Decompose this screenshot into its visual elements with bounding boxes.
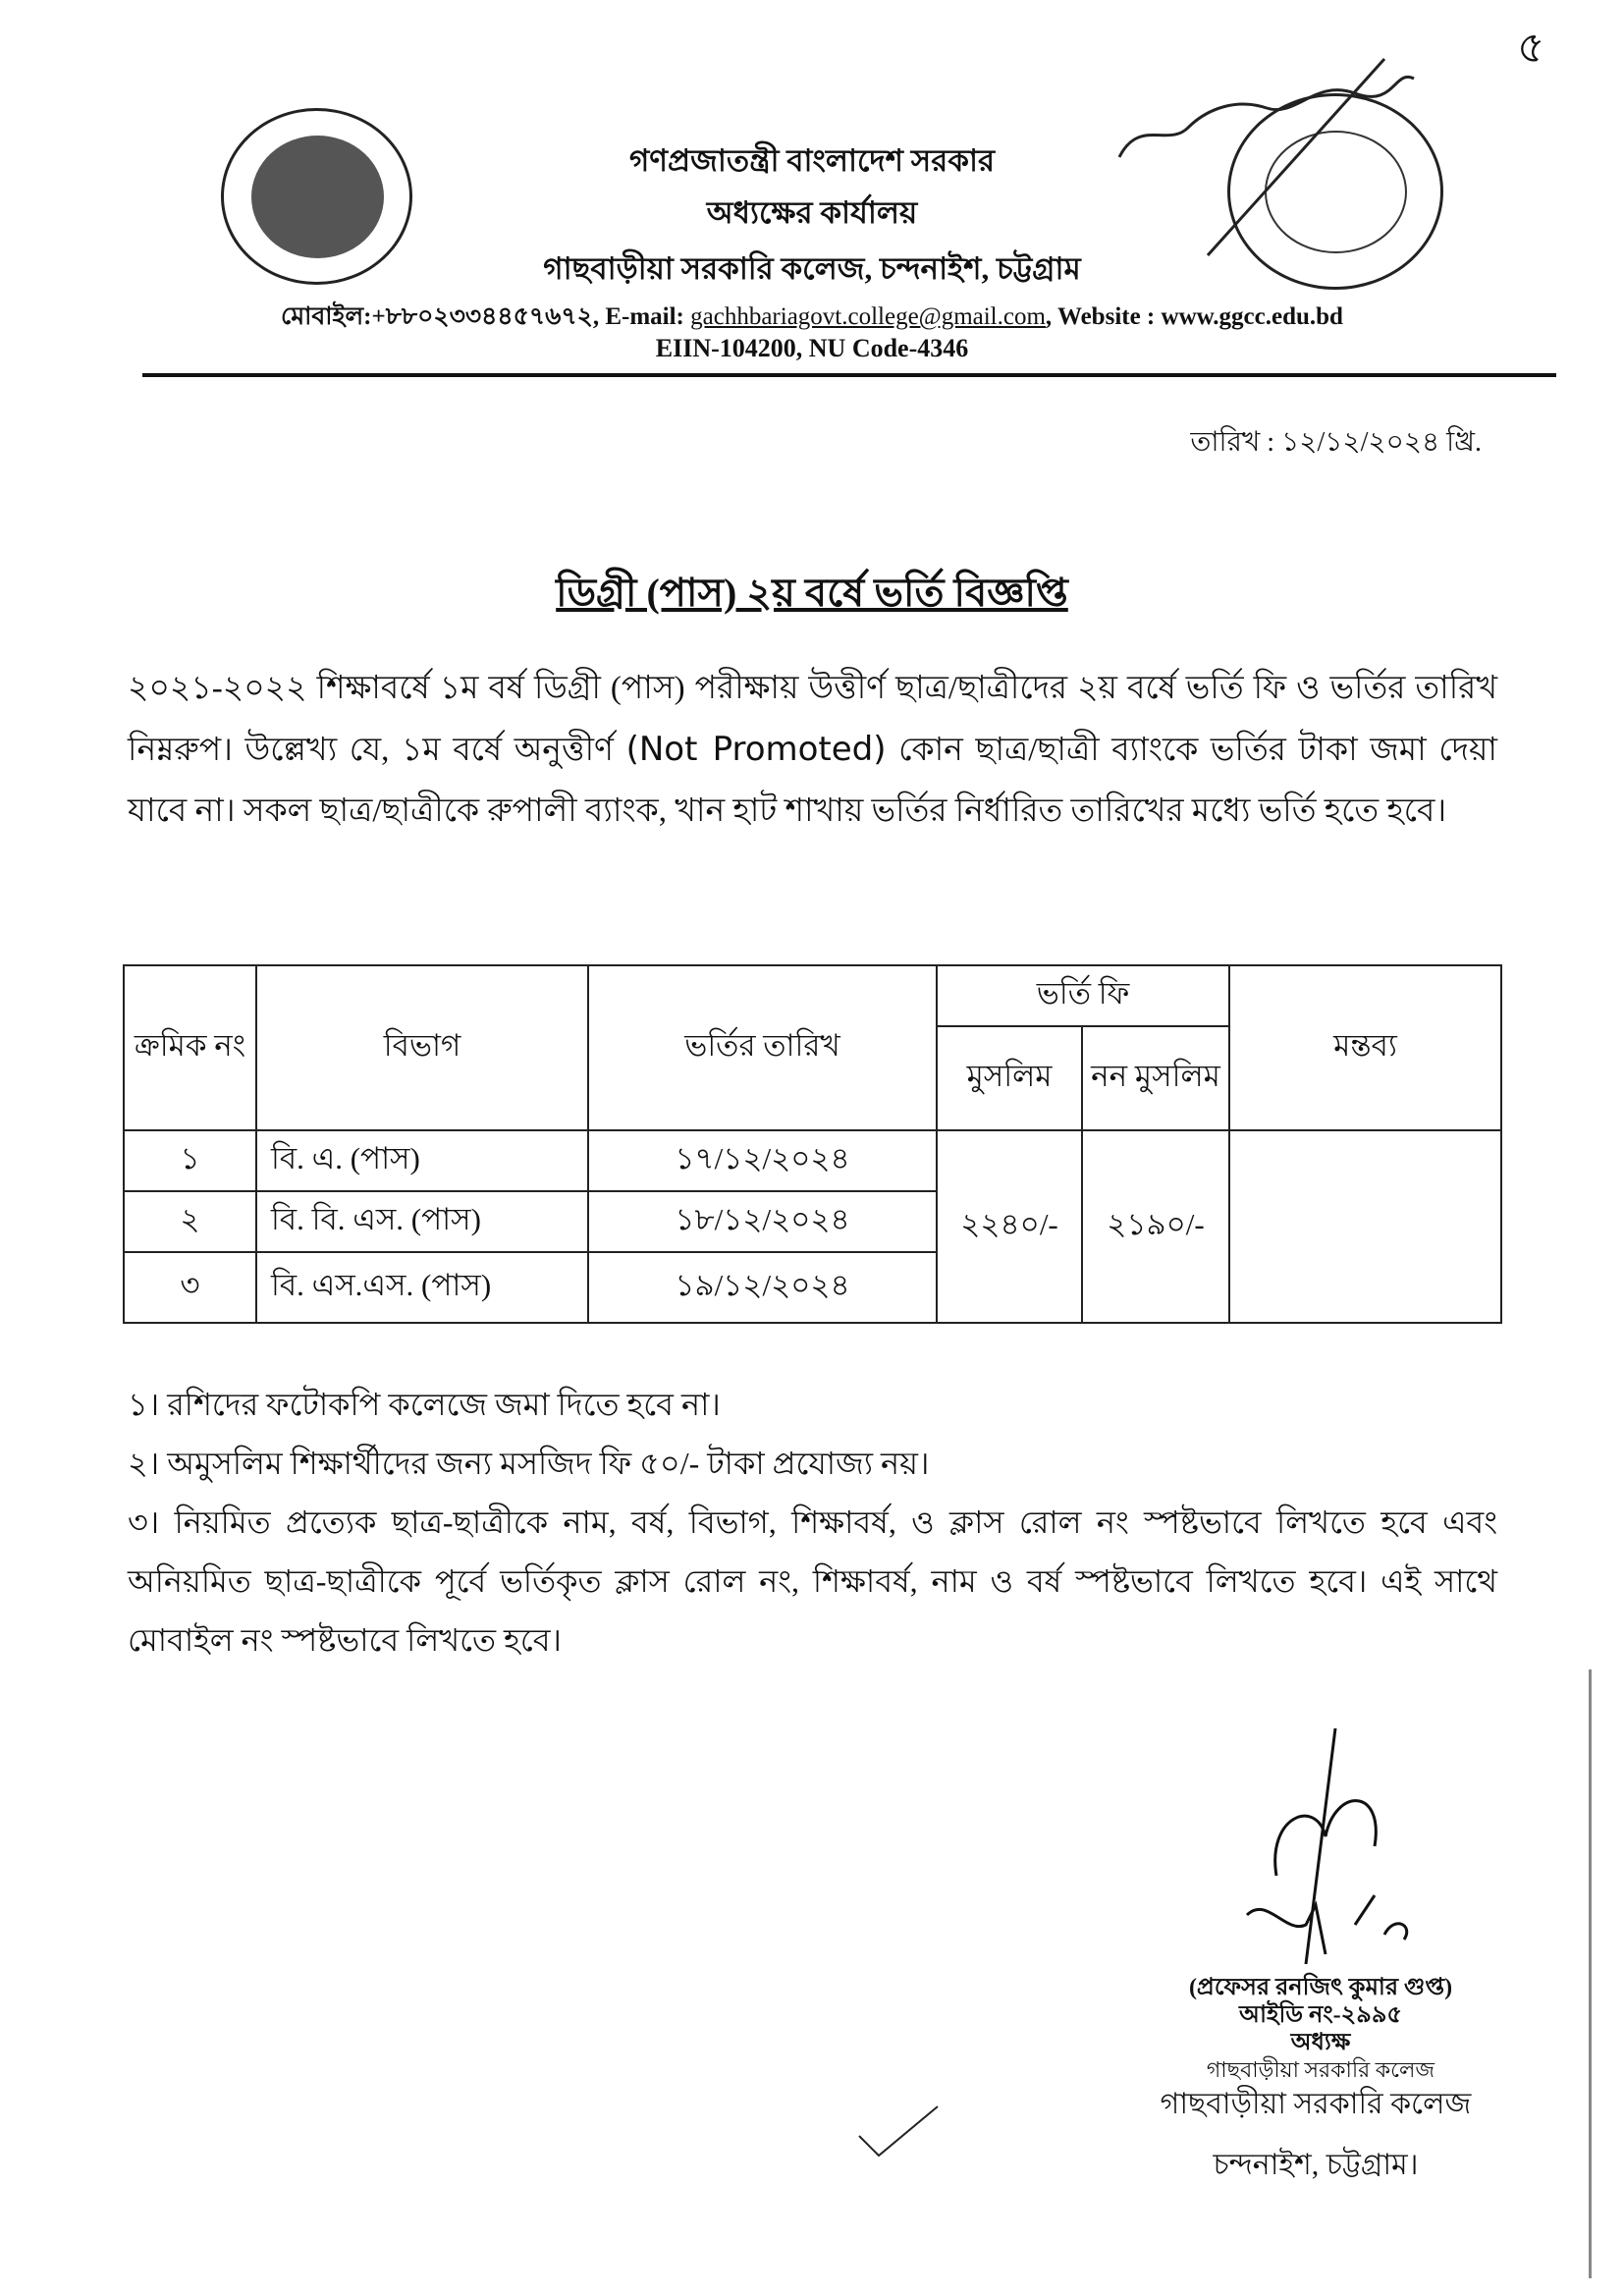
mobile: মোবাইল:+৮৮০২৩৩৪৪৫৭৬৭২, E-mail:	[281, 303, 684, 330]
email-link[interactable]: gachhbariagovt.college@gmail.com	[690, 303, 1046, 330]
header-non-muslim: নন মুসলিম	[1082, 1026, 1229, 1130]
page-number-mark: ৫	[1517, 24, 1545, 72]
contact-line	[0, 297, 1624, 339]
date-cell: ১৯/১২/২০২৪	[588, 1252, 937, 1323]
stamp-college: গাছবাড়ীয়া সরকারি কলেজ	[1206, 2057, 1435, 2082]
college-name-footer: গাছবাড়ীয়া সরকারি কলেজ	[1160, 2088, 1472, 2120]
college-name: গাছবাড়ীয়া সরকারি কলেজ, চন্দনাইশ, চট্টগ্রাম	[543, 251, 1081, 286]
college-location: চন্দনাইশ, চট্টগ্রাম।	[1213, 2149, 1419, 2181]
header-muslim: মুসলিম	[937, 1026, 1082, 1130]
institution-codes: EIIN-104200, NU Code-4346	[655, 334, 969, 362]
header-remarks: মন্তব্য	[1229, 965, 1501, 1130]
notice-date: তারিখ : ১২/১২/২০২৪ খ্রি.	[1190, 427, 1482, 458]
check-mark	[854, 2102, 943, 2160]
website: , Website : www.ggcc.edu.bd	[1045, 303, 1343, 330]
notice-title: ডিগ্রী (পাস) ২য় বর্ষে ভর্তি বিজ্ঞপ্তি	[556, 571, 1068, 615]
table-row	[124, 1130, 1501, 1191]
remarks-cell	[1229, 1130, 1501, 1323]
header-serial: ক্রমিক নং	[124, 965, 256, 1130]
office-title: অধ্যক্ষের কার্যালয়	[706, 195, 918, 230]
date-cell: ১৮/১২/২০২৪	[588, 1191, 937, 1252]
note-item: ১। রশিদের ফটোকপি কলেজে জমা দিতে হবে না।	[128, 1387, 721, 1422]
note-item: ৩। নিয়মিত প্রত্যেক ছাত্র-ছাত্রীকে নাম, বর্ষ, বিভাগ, শিক্ষাবর্ষ, ও ক্লাস রোল নং স্পষ্টভাবে লিখতে হবে এবং অনিয়মিত ছাত্র-ছাত্রীকে পূর্বে ভর্তিকৃত ক্লাস রোল নং, শিক্ষাবর্ষ, নাম ও বর্ষ স্পষ্টভাবে লিখতে হবে। এই সাথে মোবাইল নং স্পষ্টভাবে লিখতে হবে।	[128, 1504, 1497, 1658]
serial-cell: ৩	[124, 1252, 256, 1323]
department-cell: বি. এ. (পাস)	[256, 1130, 588, 1191]
header-fee: ভর্তি ফি	[937, 965, 1229, 1026]
college-address	[1110, 2052, 1522, 2196]
not-promoted-text: (Not Promoted)	[625, 730, 887, 769]
scan-edge-line	[1589, 1669, 1592, 2278]
muslim-fee-cell: ২২৪০/-	[937, 1130, 1082, 1323]
department-cell: বি. এস.এস. (পাস)	[256, 1252, 588, 1323]
body-text-cont: কোন ছাত্র/ছাত্রী ব্যাংকে ভর্তির টাকা জমা দেয়া যাবে না। সকল ছাত্র/ছাত্রীকে রুপালী ব্যাংক, খান হাট শাখায় ভর্তির নির্ধারিত তারিখের মধ্যে ভর্তি হতে হবে।	[128, 733, 1497, 829]
header-date: ভর্তির তারিখ	[588, 965, 937, 1130]
department-cell: বি. বি. এস. (পাস)	[256, 1191, 588, 1252]
date-cell: ১৭/১২/২০২৪	[588, 1130, 937, 1191]
principal-id: আইডি নং-২৯৯৫	[1239, 2002, 1402, 2028]
body-text: ২০২১-২০২২ শিক্ষাবর্ষে ১ম বর্ষ ডিগ্রী (পাস) পরীক্ষায় উত্তীর্ণ ছাত্র/ছাত্রীদের ২য় বর্ষে ভর্তি ফি ও ভর্তির তারিখ নিম্নরুপ। উল্লেখ্য যে, ১ম বর্ষে অনুত্তীর্ণ	[128, 671, 1497, 768]
principal-designation: অধ্যক্ষ	[1290, 2030, 1351, 2055]
notice-body	[128, 658, 1497, 842]
note-item: ২। অমুসলিম শিক্ষার্থীদের জন্য মসজিদ ফি ৫০/- টাকা প্রযোজ্য নয়।	[128, 1446, 930, 1481]
principal-signature	[1208, 1728, 1502, 1974]
header-department: বিভাগ	[256, 965, 588, 1130]
serial-cell: ১	[124, 1130, 256, 1191]
non-muslim-fee-cell: ২১৯০/-	[1082, 1130, 1229, 1323]
principal-name: (প্রফেসর রনজিৎ কুমার গুপ্ত)	[1188, 1975, 1453, 2000]
notes-list	[128, 1375, 1497, 1669]
header-divider	[142, 373, 1556, 377]
admission-table	[123, 964, 1502, 1324]
govt-title: গণপ্রজাতন্ত্রী বাংলাদেশ সরকার	[628, 143, 996, 178]
serial-cell: ২	[124, 1191, 256, 1252]
